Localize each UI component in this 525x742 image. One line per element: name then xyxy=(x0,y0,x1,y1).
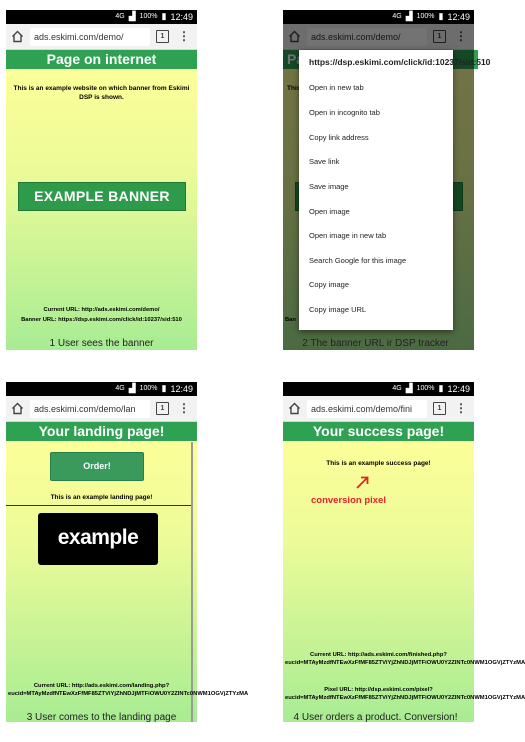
context-menu-url: https://dsp.eskimi.com/click/id:10237/sid:510 xyxy=(309,57,491,67)
network-indicator: 4G xyxy=(392,13,402,20)
battery-icon: ▮ xyxy=(161,11,167,21)
status-bar xyxy=(283,382,474,396)
home-icon[interactable] xyxy=(288,402,301,415)
battery-icon: ▮ xyxy=(438,383,444,393)
scrollbar[interactable] xyxy=(191,442,193,722)
example-logo: example xyxy=(38,513,158,565)
network-indicator: 4G xyxy=(115,13,125,20)
clock: 12:49 xyxy=(170,11,193,22)
battery-icon: ▮ xyxy=(161,383,167,393)
signal-icon: ▟ xyxy=(405,383,413,393)
web-page xyxy=(6,422,249,722)
overflow-menu-icon[interactable]: ⋮ xyxy=(178,401,190,415)
url-field[interactable]: ads.eskimi.com/demo/lan xyxy=(30,400,150,418)
order-button[interactable]: Order! xyxy=(50,452,144,481)
network-indicator: 4G xyxy=(115,385,125,392)
page-header: Your landing page! xyxy=(6,422,197,441)
screenshot-panel-1 xyxy=(6,10,197,350)
battery-level: 100% xyxy=(416,385,435,392)
screenshot-panel-4 xyxy=(283,382,525,722)
signal-icon: ▟ xyxy=(128,383,136,393)
screenshot-panel-3 xyxy=(6,382,249,722)
tab-switcher-button[interactable]: 1 xyxy=(433,402,446,415)
address-bar xyxy=(283,396,474,422)
caption-1: 1 User sees the banner xyxy=(49,338,154,349)
menu-item-copy-link[interactable]: Copy link address xyxy=(309,133,369,142)
battery-icon: ▮ xyxy=(438,11,444,21)
menu-item-search-google[interactable]: Search Google for this image xyxy=(309,256,407,265)
current-url-text: Current URL: http://ads.eskimi.com/finished.php?eucid=MTAyMzdfNTEwXzFfMF85ZTViYjZhNDJjMTFiOWU0Y2ZlNTc0NWM1OGVjZTYzMA xyxy=(285,652,525,666)
overflow-menu-icon[interactable]: ⋮ xyxy=(178,29,190,43)
overflow-menu-icon[interactable]: ⋮ xyxy=(455,401,467,415)
page-intro: This is an example website on which banner from Eskimi DSP is shown. xyxy=(13,85,190,101)
menu-item-open-new-tab[interactable]: Open in new tab xyxy=(309,83,364,92)
clock: 12:49 xyxy=(170,383,193,394)
tab-switcher-button[interactable]: 1 xyxy=(156,30,169,43)
context-menu xyxy=(299,50,491,330)
address-bar xyxy=(6,396,197,422)
caption-3: 3 User comes to the landing page xyxy=(26,712,177,723)
status-bar xyxy=(6,10,197,24)
url-field[interactable]: ads.eskimi.com/demo/ xyxy=(30,28,150,46)
menu-item-save-image[interactable]: Save image xyxy=(309,182,349,191)
home-icon[interactable] xyxy=(11,30,24,43)
menu-item-copy-image[interactable]: Copy image xyxy=(309,280,350,289)
caption-2: 2 The banner URL ir DSP tracker xyxy=(302,338,449,349)
status-bar xyxy=(6,382,197,396)
signal-icon: ▟ xyxy=(405,11,413,21)
example-banner[interactable]: EXAMPLE BANNER xyxy=(18,182,186,211)
page-header: Your success page! xyxy=(283,422,474,441)
clock: 12:49 xyxy=(447,11,470,22)
address-bar xyxy=(6,24,197,50)
current-url-text: Current URL: http://ads.eskimi.com/demo/ xyxy=(43,307,160,313)
menu-item-copy-image-url[interactable]: Copy image URL xyxy=(309,305,367,314)
page-intro: This is an example success page! xyxy=(326,460,431,467)
divider xyxy=(6,505,191,506)
current-url-text: Current URL: http://ads.eskimi.com/landing.php?eucid=MTAyMzdfNTEwXzFfMF85ZTViYjZhNDJjMTFiOWU0Y2ZlNTc0NWM1OGVjZTYzMA xyxy=(8,683,249,697)
banner-url-text: Banner URL: https://dsp.eskimi.com/click/id:10237/sid:510 xyxy=(21,317,182,323)
home-icon[interactable] xyxy=(11,402,24,415)
page-header: Page on internet xyxy=(6,50,197,69)
tab-switcher-button[interactable]: 1 xyxy=(156,402,169,415)
battery-level: 100% xyxy=(139,385,158,392)
url-field[interactable]: ads.eskimi.com/demo/fini xyxy=(307,400,427,418)
menu-item-save-link[interactable]: Save link xyxy=(309,157,340,166)
signal-icon: ▟ xyxy=(128,11,136,21)
network-indicator: 4G xyxy=(392,385,402,392)
web-page xyxy=(283,422,525,722)
pixel-url-text: Pixel URL: http://dsp.eskimi.com/pixel?eucid=MTAyMzdfNTEwXzFfMF85ZTViYjZhNDJjMTFiOWU0Y2ZlNTc0NWM1OGVjZTYzMA xyxy=(285,687,525,701)
conversion-pixel-label: conversion pixel xyxy=(311,495,386,506)
menu-item-open-incognito[interactable]: Open in incognito tab xyxy=(309,108,380,117)
page-intro: This is an example landing page! xyxy=(50,494,153,501)
menu-item-open-image-new-tab[interactable]: Open image in new tab xyxy=(309,231,387,240)
menu-item-open-image[interactable]: Open image xyxy=(309,207,350,216)
status-bar xyxy=(283,10,474,24)
battery-level: 100% xyxy=(416,13,435,20)
web-page xyxy=(6,50,197,350)
screenshot-panel-2 xyxy=(283,10,491,350)
caption-4: 4 User orders a product. Conversion! xyxy=(293,712,458,723)
clock: 12:49 xyxy=(447,383,470,394)
arrow-icon xyxy=(355,474,371,490)
battery-level: 100% xyxy=(139,13,158,20)
